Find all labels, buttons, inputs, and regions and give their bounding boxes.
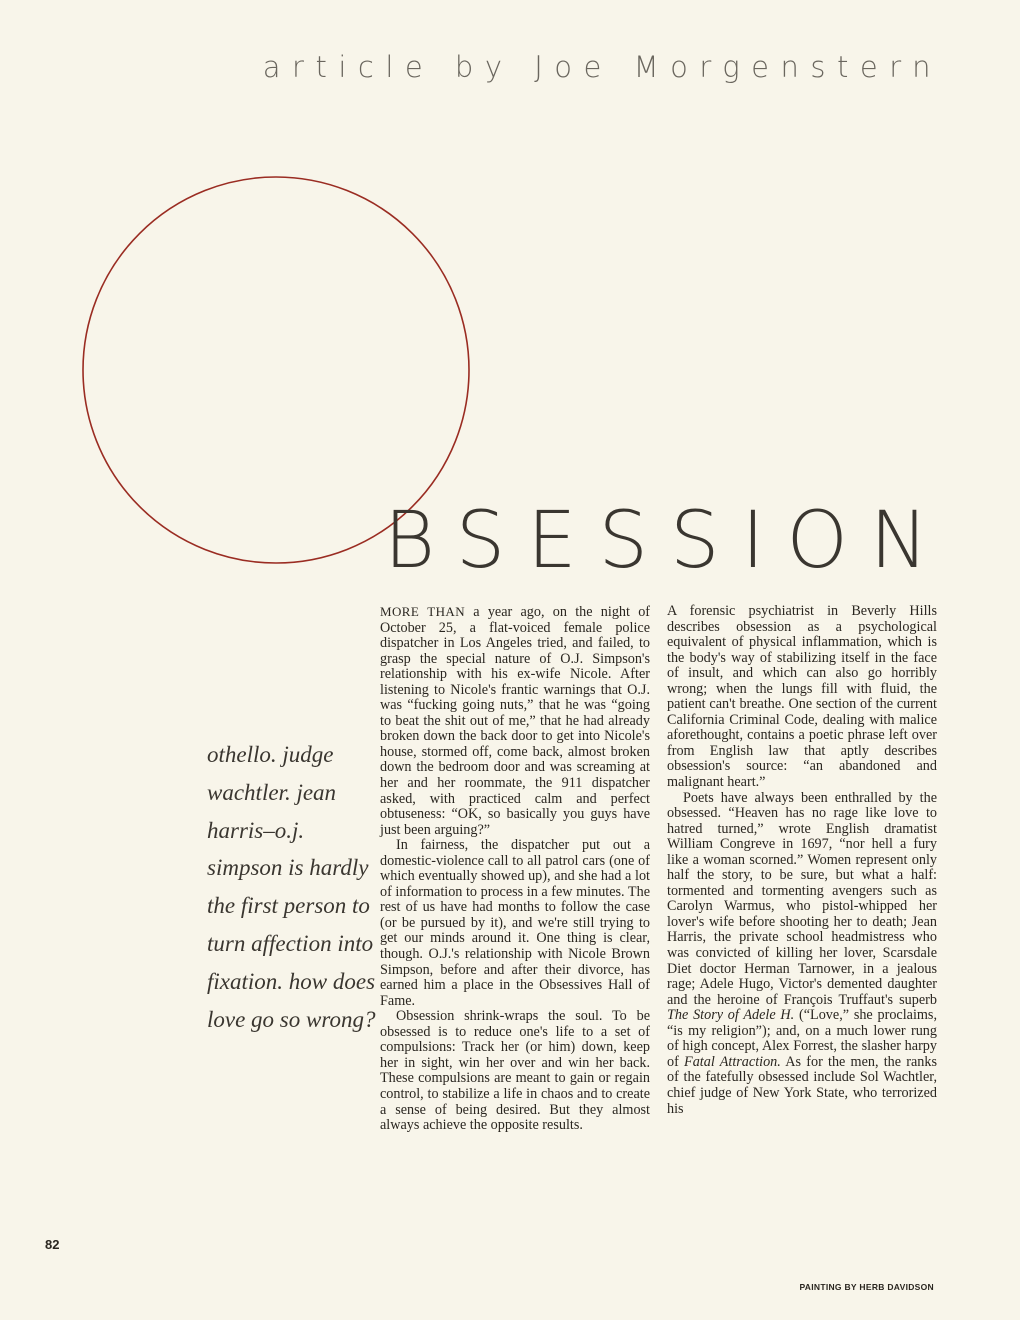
headline: BSESSION: [384, 496, 951, 586]
lead-in: MORE THAN: [380, 604, 465, 619]
paragraph-text: (“Love,” she proclaims, “is my religion”); and, on a much lower rung of high concept, Alex Forrest, the slasher harpy of: [667, 1007, 937, 1070]
paragraph-text: As for the men, the ranks of the fatefully obsessed include Sol Wachtler, chief judge of New York State, who terrorized his: [667, 1053, 938, 1117]
pull-quote: othello. judge wachtler. jean harris–o.j. simpson is hardly the first person to turn affection into fixation. how does love go so wrong?: [207, 742, 376, 1032]
article-column-1: [380, 604, 650, 1134]
paragraph: Obsession shrink-wraps the soul. To be obsessed is to reduce one's life to a set of compulsions: Track her (or him) down, keep her in sight, win her over and win her back. These compulsions are meant to gain or regain control, to stabilize a life in chaos and to create a sense of being desired. But they almost always achieve the opposite results.: [380, 1008, 650, 1134]
paragraph: [380, 604, 650, 838]
byline: article by Joe Morgenstern: [262, 50, 942, 84]
article-column-2: [667, 604, 937, 1117]
paragraph: [667, 791, 937, 1117]
film-title: Fatal Attraction.: [684, 1053, 781, 1070]
page-number: 82: [45, 1237, 60, 1252]
paragraph: A forensic psychiatrist in Beverly Hills describes obsession as a psychological equivalent of physical inflammation, which is the body's way of stabilizing itself in the face of insult, and which can also go horribly wrong; when the lungs fill with fluid, the patient can't breathe. One section of the current California Criminal Code, dealing with malice aforethought, contains a poetic phrase left over from English law that aptly describes obsession's source: “an abandoned and malignant heart.”: [667, 603, 937, 791]
paragraph-text: Poets have always been enthralled by the obsessed. “Heaven has no rage like love to hatred turned,” wrote English dramatist William Congreve in 1697, “nor hell a fury like a woman scorned.” Women represent only half the story, to be sure, but what a half: tormented and tormenting avengers such as Carolyn Warmus, who pistol-whipped her lover's wife before shooting her to death; Jean Harris, the private school headmistress who was convicted of killing her lover, Scarsdale Diet doctor Herman Tarnower, in a jealous rage; Adele Hugo, Victor's demented daughter and the heroine of François Truffaut's superb: [667, 789, 937, 1008]
paragraph: In fairness, the dispatcher put out a domestic-violence call to all patrol cars (one of which eventually showed up), and she had a lot of information to process in a few minutes. The rest of us have had months to follow the case (or be pursued by it), and we're still trying to get our minds around it. One thing is clear, though. O.J.'s relationship with Nicole Brown Simpson, before and after their divorce, has earned him a place in the Obsessives Hall of Fame.: [380, 837, 650, 1009]
photo-credit: PAINTING BY HERB DAVIDSON: [799, 1282, 934, 1292]
paragraph-text: a year ago, on the night of October 25, a flat-voiced female police dispatcher in Los Angeles tried, and failed, to grasp the special nature of O.J. Simpson's relationship with his ex-wife Nicole. After listening to Nicole's frantic warnings that O.J. was “fucking going nuts,” that he was “going to beat the shit out of me,” that he had already broken down the back door to get into Nicole's house, stormed off, come back, almost broken down the bedroom door and was screaming at her and her roommate, the 911 dispatcher asked, with practiced calm and perfect obtuseness: “OK, so basically you guys have just been arguing?”: [380, 604, 651, 838]
film-title: The Story of Adele H.: [667, 1007, 795, 1024]
